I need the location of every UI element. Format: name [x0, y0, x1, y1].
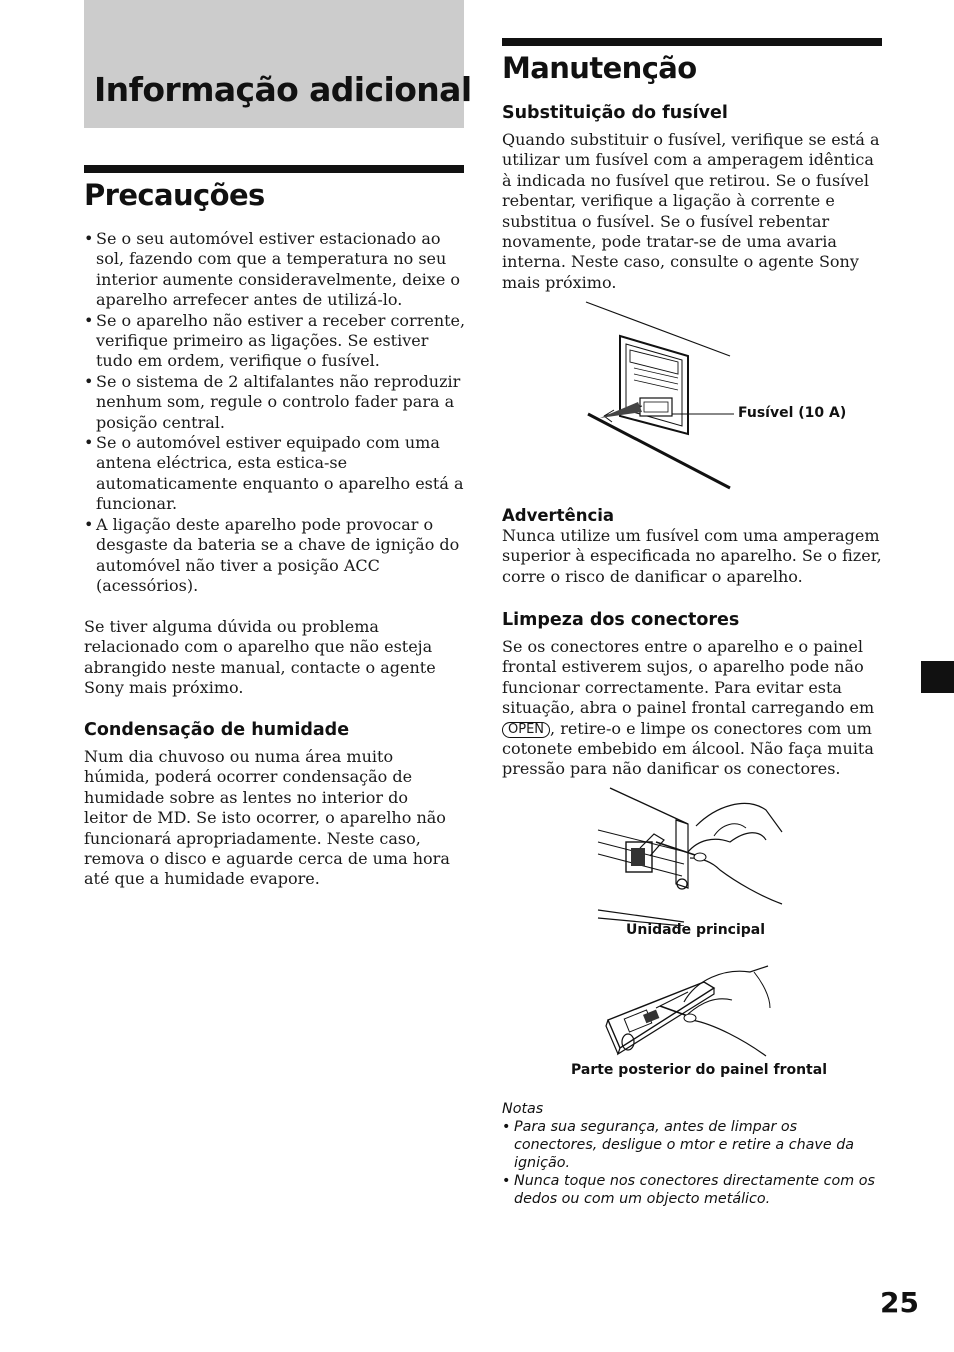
fuse-title: Substituição do fusível: [502, 103, 728, 123]
precautions-list: [84, 229, 466, 596]
notes-list: [502, 1118, 882, 1208]
chapter-title: Informação adicional: [94, 70, 472, 109]
list-item: • Se o aparelho não estiver a receber corrente, verifique primeiro as ligações. Se estiver tudo em ordem, verifique o fusível.: [84, 311, 466, 372]
fuse-illustration: [580, 298, 750, 490]
cleaning-text-after: , retire-o e limpe os conectores com um cotonete embebido em álcool. Não faça muita pressão para não danificar os conectores.: [502, 718, 874, 779]
main-unit-caption: Unidade principal: [626, 922, 766, 938]
list-item: • Se o automóvel estiver equipado com uma antena eléctrica, esta estica-se automaticamente enquanto o aparelho está a funcionar.: [84, 433, 466, 515]
list-item: • Se o sistema de 2 altifalantes não reproduzir nenhum som, regule o controlo fader para a posição central.: [84, 372, 466, 433]
list-item: • Para sua segurança, antes de limpar os conectores, desligue o mtor e retire a chave da ignição.: [502, 1118, 882, 1172]
warning-title: Advertência: [502, 506, 615, 525]
cleaning-title: Limpeza dos conectores: [502, 610, 740, 630]
contact-paragraph: Se tiver alguma dúvida ou problema relacionado com o aparelho que não esteja abrangido neste manual, contacte o agente Sony mais próximo.: [84, 617, 436, 698]
notes: [502, 1100, 882, 1208]
warning-paragraph: Nunca utilize um fusível com uma amperagem superior à especificada no aparelho. Se o fizer, corre o risco de danificar o aparelho.: [502, 526, 882, 586]
side-tab-marker: [921, 661, 954, 693]
fuse-paragraph: Quando substituir o fusível, verifique se está a utilizar um fusível com a amperagem idêntica à indicada no fusível que retirou. Se o fusível rebentar, verifique a ligação à corrente e substitua o fusível. Se o fusível rebentar novamente, pode tratar-se de uma avaria interna. Neste caso, consulte o agente Sony mais próximo.: [502, 130, 880, 292]
cleaning-paragraph: [502, 637, 888, 780]
section-banner: [84, 0, 472, 128]
front-panel-illustration: [604, 962, 774, 1058]
notes-title: Notas: [502, 1101, 544, 1117]
condensation-paragraph: Num dia chuvoso ou numa área muito húmida, poderá ocorrer condensação de humidade sobre as lentes no interior do leitor de MD. Se isto ocorrer, o aparelho não funcionará apropriadamente. Neste caso, remova o disco e aguarde cerca de uma hora até que a humidade evapore.: [84, 747, 450, 889]
list-item: • Nunca toque nos conectores directamente com os dedos ou com um objecto metálico.: [502, 1172, 882, 1208]
maintenance-rule: [502, 38, 882, 46]
cleaning-text-before: Se os conectores entre o aparelho e o painel frontal estiverem sujos, o aparelho pode não funcionar correctamente. Para evitar esta situação, abra o painel frontal carregando em: [502, 637, 875, 718]
open-button-symbol: OPEN: [502, 722, 550, 738]
list-item: • A ligação deste aparelho pode provocar o desgaste da bateria se a chave de ignição do automóvel não tiver a posição ACC (acessórios).: [84, 515, 466, 597]
precautions-rule: [84, 165, 464, 173]
fuse-label: Fusível (10 A): [738, 405, 847, 421]
precautions-title: Precauções: [84, 178, 265, 212]
condensation-title: Condensação de humidade: [84, 720, 350, 740]
page-number: 25: [880, 1286, 919, 1319]
main-unit-illustration: [596, 786, 788, 926]
list-item: • Se o seu automóvel estiver estacionado ao sol, fazendo com que a temperatura no seu interior aumente consideravelmente, deixe o aparelho arrefecer antes de utilizá-lo.: [84, 229, 466, 311]
front-panel-caption: Parte posterior do painel frontal: [571, 1062, 827, 1078]
maintenance-title: Manutenção: [502, 51, 697, 85]
fuse-pointer-line: [672, 410, 736, 418]
